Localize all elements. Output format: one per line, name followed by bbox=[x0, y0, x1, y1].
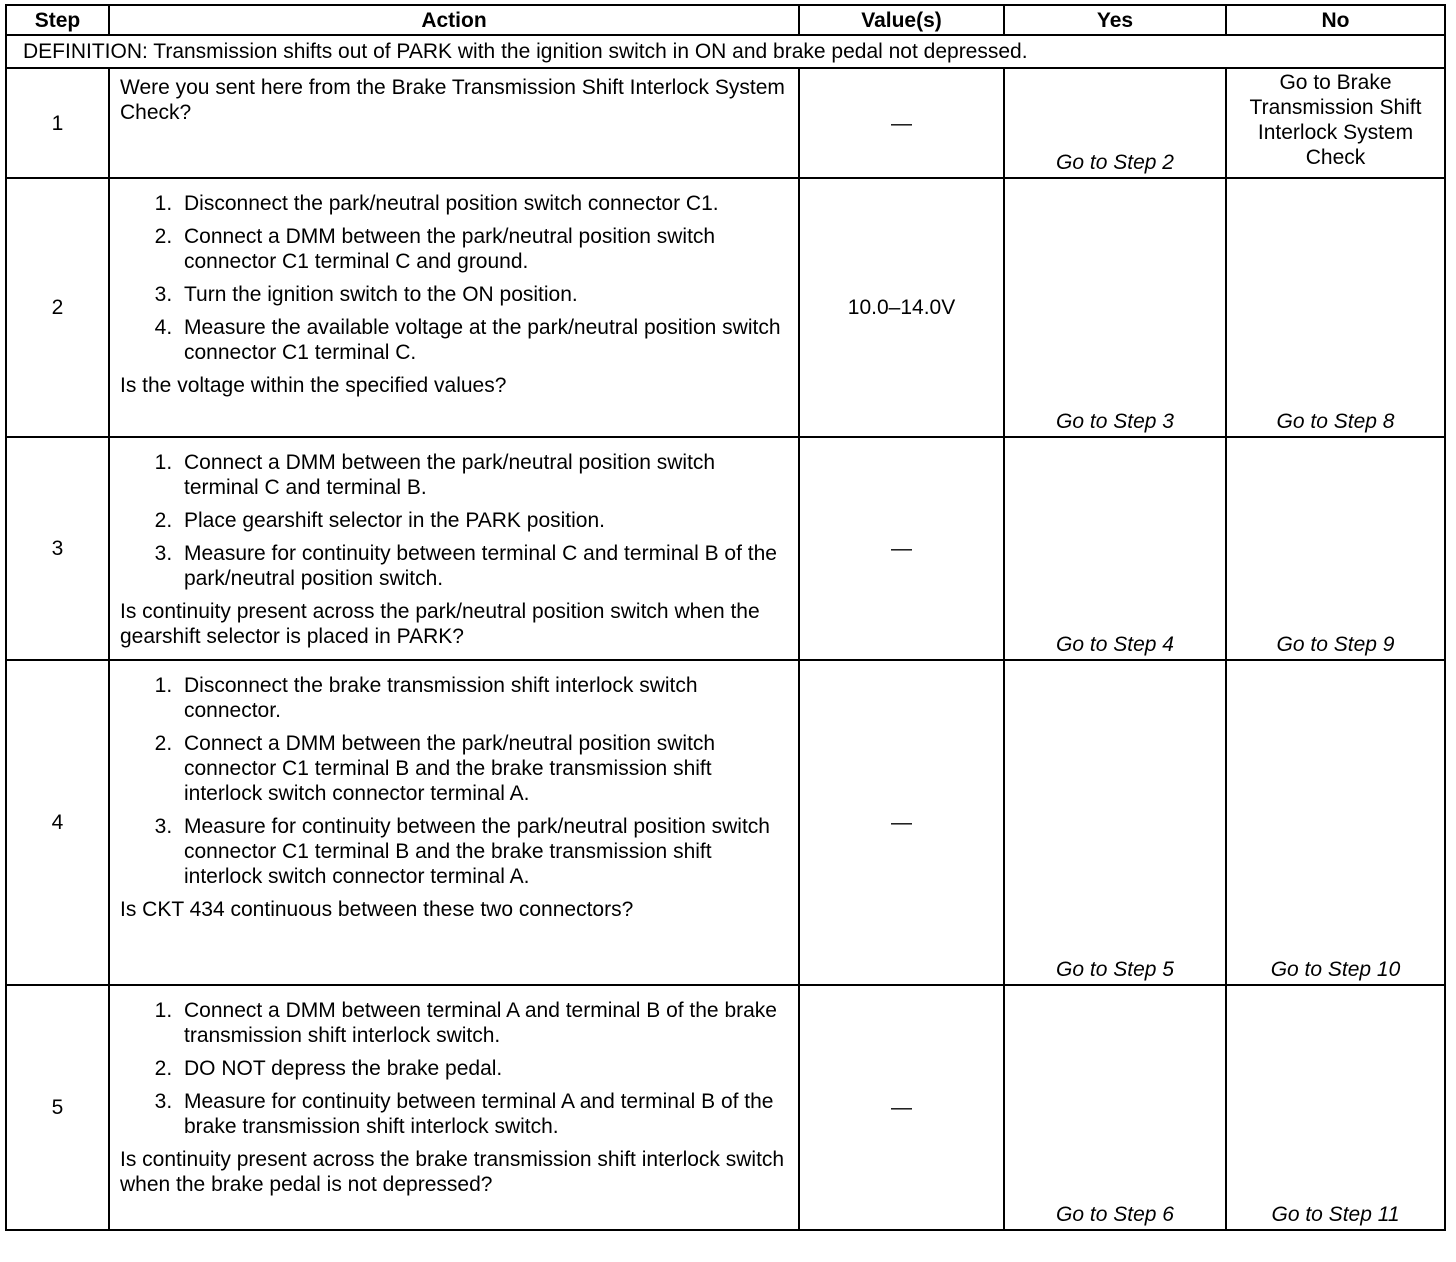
action-question: Were you sent here from the Brake Transmission Shift Interlock System Check? bbox=[120, 76, 785, 124]
substep: 2. DO NOT depress the brake pedal. bbox=[178, 1056, 790, 1081]
action-cell bbox=[109, 68, 799, 178]
substep-list bbox=[120, 673, 790, 889]
substep: 1. Disconnect the park/neutral position switch connector C1. bbox=[178, 191, 790, 216]
substep: 2. Connect a DMM between the park/neutral position switch connector C1 terminal B and the brake transmission shift interlock switch connector terminal A. bbox=[178, 731, 790, 806]
header-yes: Yes bbox=[1004, 5, 1226, 35]
step-number: 4 bbox=[6, 660, 109, 985]
step-number: 5 bbox=[6, 985, 109, 1230]
value-cell: 10.0–14.0V bbox=[799, 178, 1004, 437]
value-cell: — bbox=[799, 985, 1004, 1230]
substep: 2. Place gearshift selector in the PARK position. bbox=[178, 508, 790, 533]
definition-text: DEFINITION: Transmission shifts out of PARK with the ignition switch in ON and brake pedal not depressed. bbox=[6, 35, 1445, 68]
step-number: 2 bbox=[6, 178, 109, 437]
action-question: Is continuity present across the brake transmission shift interlock switch when the brake pedal is not depressed? bbox=[120, 1148, 785, 1196]
no-cell: Go to Step 10 bbox=[1226, 660, 1445, 985]
substep: 1. Disconnect the brake transmission shift interlock switch connector. bbox=[178, 673, 790, 723]
no-cell: Go to Step 11 bbox=[1226, 985, 1445, 1230]
diagnostic-table bbox=[5, 4, 1446, 1231]
header-values: Value(s) bbox=[799, 5, 1004, 35]
value-cell: — bbox=[799, 437, 1004, 660]
header-row bbox=[6, 5, 1445, 35]
substep: 3. Measure for continuity between terminal A and terminal B of the brake transmission shift interlock switch. bbox=[178, 1089, 790, 1139]
value-cell: — bbox=[799, 68, 1004, 178]
table-row bbox=[6, 178, 1445, 437]
action-cell bbox=[109, 437, 799, 660]
substep-list bbox=[120, 191, 790, 365]
substep-list bbox=[120, 450, 790, 591]
no-cell: Go to Step 8 bbox=[1226, 178, 1445, 437]
action-cell bbox=[109, 985, 799, 1230]
value-cell: — bbox=[799, 660, 1004, 985]
substep: 1. Connect a DMM between the park/neutral position switch terminal C and terminal B. bbox=[178, 450, 790, 500]
yes-cell: Go to Step 5 bbox=[1004, 660, 1226, 985]
step-number: 3 bbox=[6, 437, 109, 660]
definition-row bbox=[6, 35, 1445, 68]
no-cell: Go to Brake Transmission Shift Interlock System Check bbox=[1226, 68, 1445, 178]
action-question: Is CKT 434 continuous between these two connectors? bbox=[120, 898, 634, 921]
table-row bbox=[6, 985, 1445, 1230]
step-number: 1 bbox=[6, 68, 109, 178]
substep: 4. Measure the available voltage at the park/neutral position switch connector C1 terminal C. bbox=[178, 315, 790, 365]
substep: 3. Turn the ignition switch to the ON position. bbox=[178, 282, 790, 307]
header-action: Action bbox=[109, 5, 799, 35]
header-step: Step bbox=[6, 5, 109, 35]
substep: 2. Connect a DMM between the park/neutral position switch connector C1 terminal C and ground. bbox=[178, 224, 790, 274]
table-row bbox=[6, 437, 1445, 660]
substep: 3. Measure for continuity between the park/neutral position switch connector C1 terminal B and the brake transmission shift interlock switch connector terminal A. bbox=[178, 814, 790, 889]
substep-list bbox=[120, 998, 790, 1139]
header-no: No bbox=[1226, 5, 1445, 35]
action-cell bbox=[109, 178, 799, 437]
yes-cell: Go to Step 2 bbox=[1004, 68, 1226, 178]
substep: 3. Measure for continuity between terminal C and terminal B of the park/neutral position switch. bbox=[178, 541, 790, 591]
substep: 1. Connect a DMM between terminal A and terminal B of the brake transmission shift interlock switch. bbox=[178, 998, 790, 1048]
no-cell: Go to Step 9 bbox=[1226, 437, 1445, 660]
table-row bbox=[6, 68, 1445, 178]
yes-cell: Go to Step 6 bbox=[1004, 985, 1226, 1230]
table-row bbox=[6, 660, 1445, 985]
yes-cell: Go to Step 4 bbox=[1004, 437, 1226, 660]
action-question: Is continuity present across the park/neutral position switch when the gearshift selector is placed in PARK? bbox=[120, 600, 760, 648]
action-cell bbox=[109, 660, 799, 985]
action-question: Is the voltage within the specified values? bbox=[120, 374, 507, 397]
yes-cell: Go to Step 3 bbox=[1004, 178, 1226, 437]
